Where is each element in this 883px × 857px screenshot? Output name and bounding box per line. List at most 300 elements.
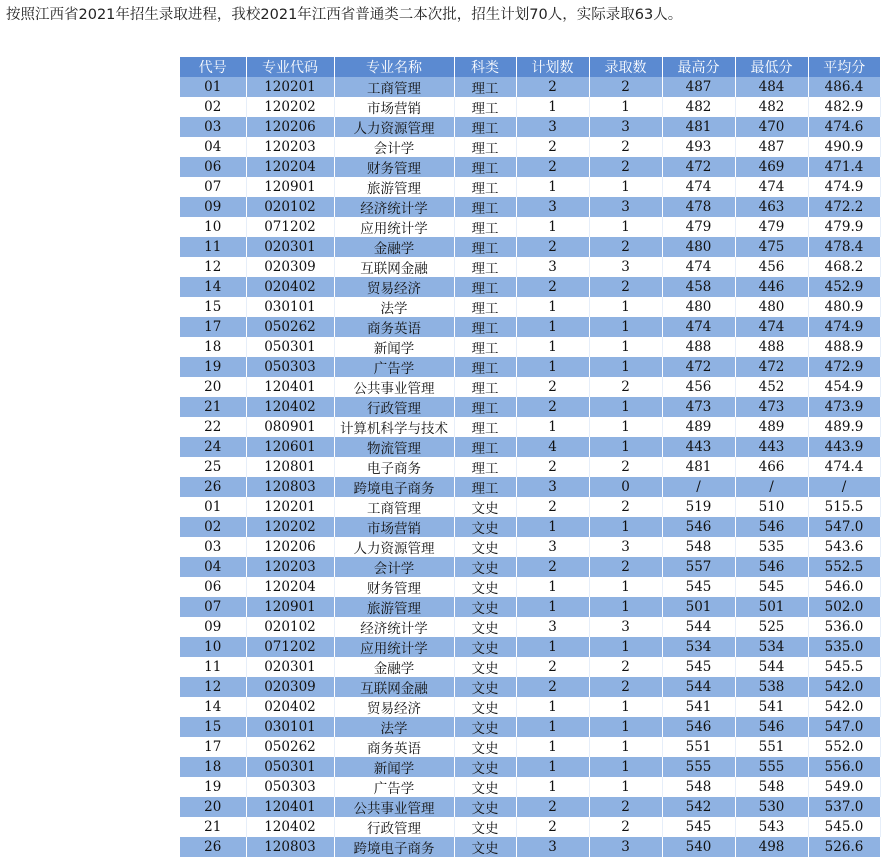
cell-plan: 1 xyxy=(516,297,589,317)
cell-plan: 3 xyxy=(516,617,589,637)
cell-major-name: 行政管理 xyxy=(334,397,454,417)
cell-category: 理工 xyxy=(454,257,516,277)
cell-avg-score: 479.9 xyxy=(808,217,880,237)
cell-max-score: 544 xyxy=(662,677,735,697)
cell-major-name: 金融学 xyxy=(334,657,454,677)
cell-admitted: 3 xyxy=(589,617,662,637)
cell-category: 文史 xyxy=(454,837,516,857)
cell-plan: 2 xyxy=(516,77,589,97)
cell-code: 10 xyxy=(180,637,246,657)
cell-avg-score: 443.9 xyxy=(808,437,880,457)
cell-category: 文史 xyxy=(454,777,516,797)
table-row xyxy=(180,717,880,737)
cell-category: 文史 xyxy=(454,597,516,617)
cell-max-score: 519 xyxy=(662,497,735,517)
cell-avg-score: 468.2 xyxy=(808,257,880,277)
table-row xyxy=(180,417,880,437)
cell-major-code: 020102 xyxy=(246,197,334,217)
cell-min-score: 543 xyxy=(735,817,808,837)
cell-avg-score: 549.0 xyxy=(808,777,880,797)
cell-plan: 1 xyxy=(516,357,589,377)
table-row xyxy=(180,437,880,457)
cell-max-score: 534 xyxy=(662,637,735,657)
cell-major-code: 120202 xyxy=(246,97,334,117)
cell-code: 06 xyxy=(180,577,246,597)
cell-admitted: 1 xyxy=(589,577,662,597)
cell-plan: 2 xyxy=(516,397,589,417)
cell-max-score: 481 xyxy=(662,117,735,137)
cell-code: 06 xyxy=(180,157,246,177)
cell-code: 09 xyxy=(180,617,246,637)
cell-admitted: 3 xyxy=(589,197,662,217)
cell-plan: 2 xyxy=(516,557,589,577)
cell-admitted: 2 xyxy=(589,77,662,97)
cell-category: 文史 xyxy=(454,717,516,737)
cell-major-code: 050303 xyxy=(246,357,334,377)
cell-code: 14 xyxy=(180,277,246,297)
cell-admitted: 3 xyxy=(589,837,662,857)
header-major-code: 专业代码 xyxy=(246,57,334,77)
table-row xyxy=(180,97,880,117)
table-row xyxy=(180,577,880,597)
cell-major-code: 071202 xyxy=(246,217,334,237)
cell-major-name: 工商管理 xyxy=(334,77,454,97)
table-row xyxy=(180,317,880,337)
cell-plan: 3 xyxy=(516,477,589,497)
cell-code: 22 xyxy=(180,417,246,437)
cell-category: 理工 xyxy=(454,357,516,377)
cell-major-name: 旅游管理 xyxy=(334,177,454,197)
cell-major-code: 120202 xyxy=(246,517,334,537)
cell-category: 理工 xyxy=(454,417,516,437)
header-avg-score: 平均分 xyxy=(808,57,880,77)
cell-avg-score: 488.9 xyxy=(808,337,880,357)
cell-admitted: 1 xyxy=(589,417,662,437)
cell-code: 09 xyxy=(180,197,246,217)
cell-major-name: 公共事业管理 xyxy=(334,797,454,817)
cell-major-name: 财务管理 xyxy=(334,577,454,597)
cell-plan: 2 xyxy=(516,457,589,477)
cell-admitted: 2 xyxy=(589,817,662,837)
cell-plan: 1 xyxy=(516,757,589,777)
cell-min-score: 535 xyxy=(735,537,808,557)
cell-plan: 1 xyxy=(516,217,589,237)
cell-avg-score: 502.0 xyxy=(808,597,880,617)
cell-code: 01 xyxy=(180,77,246,97)
cell-major-code: 071202 xyxy=(246,637,334,657)
cell-min-score: 443 xyxy=(735,437,808,457)
cell-code: 03 xyxy=(180,117,246,137)
cell-major-name: 人力资源管理 xyxy=(334,117,454,137)
cell-max-score: 473 xyxy=(662,397,735,417)
cell-avg-score: 547.0 xyxy=(808,717,880,737)
cell-max-score: 458 xyxy=(662,277,735,297)
table-row xyxy=(180,457,880,477)
cell-min-score: 463 xyxy=(735,197,808,217)
cell-min-score: 541 xyxy=(735,697,808,717)
cell-admitted: 1 xyxy=(589,337,662,357)
cell-major-name: 计算机科学与技术 xyxy=(334,417,454,437)
cell-code: 04 xyxy=(180,557,246,577)
cell-admitted: 2 xyxy=(589,557,662,577)
cell-category: 理工 xyxy=(454,237,516,257)
cell-major-name: 行政管理 xyxy=(334,817,454,837)
table-row xyxy=(180,517,880,537)
table-row xyxy=(180,177,880,197)
cell-plan: 2 xyxy=(516,137,589,157)
cell-plan: 2 xyxy=(516,277,589,297)
cell-code: 21 xyxy=(180,817,246,837)
table-body xyxy=(180,77,880,857)
cell-category: 理工 xyxy=(454,157,516,177)
cell-plan: 2 xyxy=(516,817,589,837)
cell-code: 01 xyxy=(180,497,246,517)
cell-major-name: 法学 xyxy=(334,717,454,737)
cell-avg-score: 471.4 xyxy=(808,157,880,177)
cell-plan: 3 xyxy=(516,537,589,557)
cell-category: 理工 xyxy=(454,97,516,117)
cell-category: 理工 xyxy=(454,197,516,217)
table-row xyxy=(180,397,880,417)
cell-major-code: 120401 xyxy=(246,377,334,397)
cell-major-name: 市场营销 xyxy=(334,97,454,117)
cell-max-score: 544 xyxy=(662,617,735,637)
cell-admitted: 2 xyxy=(589,657,662,677)
table-row xyxy=(180,777,880,797)
cell-plan: 1 xyxy=(516,777,589,797)
cell-avg-score: 490.9 xyxy=(808,137,880,157)
cell-major-name: 会计学 xyxy=(334,557,454,577)
table-row xyxy=(180,757,880,777)
cell-min-score: 480 xyxy=(735,297,808,317)
cell-max-score: 548 xyxy=(662,777,735,797)
cell-avg-score: 542.0 xyxy=(808,677,880,697)
cell-min-score: 489 xyxy=(735,417,808,437)
cell-min-score: 546 xyxy=(735,557,808,577)
cell-major-code: 050301 xyxy=(246,337,334,357)
table-row xyxy=(180,617,880,637)
cell-major-code: 120901 xyxy=(246,177,334,197)
cell-code: 15 xyxy=(180,717,246,737)
table-row xyxy=(180,377,880,397)
cell-avg-score: 480.9 xyxy=(808,297,880,317)
table-row xyxy=(180,117,880,137)
cell-code: 20 xyxy=(180,377,246,397)
cell-plan: 1 xyxy=(516,597,589,617)
header-plan: 计划数 xyxy=(516,57,589,77)
cell-avg-score: 535.0 xyxy=(808,637,880,657)
cell-min-score: 488 xyxy=(735,337,808,357)
cell-major-name: 互联网金融 xyxy=(334,257,454,277)
cell-avg-score: 472.9 xyxy=(808,357,880,377)
cell-category: 理工 xyxy=(454,317,516,337)
cell-major-code: 020309 xyxy=(246,257,334,277)
cell-major-name: 经济统计学 xyxy=(334,617,454,637)
cell-max-score: 472 xyxy=(662,157,735,177)
table-row xyxy=(180,357,880,377)
cell-major-code: 120601 xyxy=(246,437,334,457)
table-row xyxy=(180,837,880,857)
cell-admitted: 3 xyxy=(589,257,662,277)
cell-code: 21 xyxy=(180,397,246,417)
cell-major-code: 120901 xyxy=(246,597,334,617)
cell-major-code: 020402 xyxy=(246,697,334,717)
cell-major-code: 030101 xyxy=(246,297,334,317)
cell-max-score: / xyxy=(662,477,735,497)
cell-major-code: 050262 xyxy=(246,737,334,757)
cell-admitted: 1 xyxy=(589,777,662,797)
cell-plan: 1 xyxy=(516,637,589,657)
cell-max-score: 493 xyxy=(662,137,735,157)
cell-major-code: 120204 xyxy=(246,577,334,597)
cell-min-score: 446 xyxy=(735,277,808,297)
cell-max-score: 488 xyxy=(662,337,735,357)
cell-major-code: 020402 xyxy=(246,277,334,297)
cell-min-score: 538 xyxy=(735,677,808,697)
cell-max-score: 478 xyxy=(662,197,735,217)
intro-text: 按照江西省2021年招生录取进程，我校2021年江西省普通类二本次批，招生计划70人，实际录取63人。 xyxy=(6,7,683,23)
cell-major-code: 030101 xyxy=(246,717,334,737)
cell-major-name: 经济统计学 xyxy=(334,197,454,217)
cell-admitted: 3 xyxy=(589,537,662,557)
cell-max-score: 545 xyxy=(662,577,735,597)
cell-avg-score: 486.4 xyxy=(808,77,880,97)
cell-admitted: 1 xyxy=(589,597,662,617)
cell-category: 理工 xyxy=(454,297,516,317)
admission-table xyxy=(180,57,881,857)
cell-plan: 2 xyxy=(516,797,589,817)
cell-max-score: 540 xyxy=(662,837,735,857)
cell-category: 文史 xyxy=(454,737,516,757)
cell-category: 文史 xyxy=(454,497,516,517)
cell-category: 理工 xyxy=(454,217,516,237)
cell-avg-score: 489.9 xyxy=(808,417,880,437)
cell-major-name: 商务英语 xyxy=(334,317,454,337)
table-row xyxy=(180,697,880,717)
cell-major-name: 人力资源管理 xyxy=(334,537,454,557)
cell-min-score: 479 xyxy=(735,217,808,237)
cell-avg-score: 515.5 xyxy=(808,497,880,517)
cell-admitted: 1 xyxy=(589,177,662,197)
cell-admitted: 1 xyxy=(589,397,662,417)
cell-code: 18 xyxy=(180,337,246,357)
cell-major-name: 工商管理 xyxy=(334,497,454,517)
cell-max-score: 474 xyxy=(662,317,735,337)
cell-category: 理工 xyxy=(454,277,516,297)
cell-major-code: 120204 xyxy=(246,157,334,177)
cell-max-score: 555 xyxy=(662,757,735,777)
header-row xyxy=(180,57,880,77)
table-row xyxy=(180,157,880,177)
table-row xyxy=(180,257,880,277)
cell-avg-score: 545.0 xyxy=(808,817,880,837)
cell-admitted: 1 xyxy=(589,697,662,717)
table-row xyxy=(180,657,880,677)
cell-major-name: 金融学 xyxy=(334,237,454,257)
cell-avg-score: 526.6 xyxy=(808,837,880,857)
cell-min-score: 498 xyxy=(735,837,808,857)
cell-major-name: 互联网金融 xyxy=(334,677,454,697)
cell-major-name: 应用统计学 xyxy=(334,217,454,237)
cell-plan: 1 xyxy=(516,717,589,737)
cell-category: 理工 xyxy=(454,117,516,137)
header-category: 科类 xyxy=(454,57,516,77)
cell-major-name: 广告学 xyxy=(334,357,454,377)
cell-major-code: 120201 xyxy=(246,77,334,97)
cell-major-code: 020301 xyxy=(246,657,334,677)
cell-category: 理工 xyxy=(454,377,516,397)
cell-major-code: 050303 xyxy=(246,777,334,797)
cell-major-name: 物流管理 xyxy=(334,437,454,457)
cell-avg-score: 474.6 xyxy=(808,117,880,137)
cell-avg-score: 545.5 xyxy=(808,657,880,677)
cell-min-score: 525 xyxy=(735,617,808,637)
cell-admitted: 2 xyxy=(589,137,662,157)
cell-min-score: 469 xyxy=(735,157,808,177)
cell-category: 文史 xyxy=(454,557,516,577)
table-row xyxy=(180,77,880,97)
cell-code: 19 xyxy=(180,357,246,377)
cell-major-code: 120402 xyxy=(246,397,334,417)
table-row xyxy=(180,477,880,497)
cell-max-score: 489 xyxy=(662,417,735,437)
cell-admitted: 1 xyxy=(589,737,662,757)
cell-max-score: 487 xyxy=(662,77,735,97)
cell-major-code: 050301 xyxy=(246,757,334,777)
cell-min-score: 474 xyxy=(735,317,808,337)
cell-major-name: 旅游管理 xyxy=(334,597,454,617)
cell-major-name: 应用统计学 xyxy=(334,637,454,657)
cell-major-name: 公共事业管理 xyxy=(334,377,454,397)
cell-major-name: 贸易经济 xyxy=(334,277,454,297)
cell-category: 文史 xyxy=(454,637,516,657)
header-major-name: 专业名称 xyxy=(334,57,454,77)
table-row xyxy=(180,217,880,237)
table-row xyxy=(180,677,880,697)
cell-plan: 1 xyxy=(516,97,589,117)
cell-plan: 1 xyxy=(516,737,589,757)
cell-major-code: 120203 xyxy=(246,557,334,577)
cell-admitted: 1 xyxy=(589,297,662,317)
cell-plan: 2 xyxy=(516,657,589,677)
cell-avg-score: 454.9 xyxy=(808,377,880,397)
cell-admitted: 1 xyxy=(589,97,662,117)
table-row xyxy=(180,297,880,317)
cell-code: 20 xyxy=(180,797,246,817)
cell-category: 文史 xyxy=(454,657,516,677)
cell-category: 文史 xyxy=(454,797,516,817)
cell-code: 07 xyxy=(180,597,246,617)
cell-max-score: 548 xyxy=(662,537,735,557)
cell-min-score: 452 xyxy=(735,377,808,397)
cell-code: 10 xyxy=(180,217,246,237)
header-admitted: 录取数 xyxy=(589,57,662,77)
cell-avg-score: 472.2 xyxy=(808,197,880,217)
cell-avg-score: 478.4 xyxy=(808,237,880,257)
table-row xyxy=(180,537,880,557)
cell-max-score: 501 xyxy=(662,597,735,617)
cell-min-score: 545 xyxy=(735,577,808,597)
cell-avg-score: 452.9 xyxy=(808,277,880,297)
cell-major-code: 120201 xyxy=(246,497,334,517)
cell-code: 15 xyxy=(180,297,246,317)
cell-min-score: 470 xyxy=(735,117,808,137)
cell-avg-score: 552.5 xyxy=(808,557,880,577)
table-row xyxy=(180,237,880,257)
cell-min-score: 544 xyxy=(735,657,808,677)
cell-max-score: 480 xyxy=(662,297,735,317)
cell-min-score: 548 xyxy=(735,777,808,797)
cell-admitted: 1 xyxy=(589,717,662,737)
cell-major-code: 020309 xyxy=(246,677,334,697)
cell-major-name: 贸易经济 xyxy=(334,697,454,717)
cell-plan: 3 xyxy=(516,837,589,857)
cell-major-code: 120206 xyxy=(246,117,334,137)
cell-avg-score: 474.9 xyxy=(808,177,880,197)
cell-category: 文史 xyxy=(454,577,516,597)
cell-admitted: 2 xyxy=(589,457,662,477)
cell-major-name: 广告学 xyxy=(334,777,454,797)
cell-max-score: 482 xyxy=(662,97,735,117)
cell-category: 理工 xyxy=(454,437,516,457)
cell-category: 理工 xyxy=(454,477,516,497)
cell-max-score: 546 xyxy=(662,517,735,537)
cell-plan: 3 xyxy=(516,117,589,137)
cell-avg-score: 536.0 xyxy=(808,617,880,637)
cell-min-score: 555 xyxy=(735,757,808,777)
cell-major-code: 120206 xyxy=(246,537,334,557)
table-row xyxy=(180,737,880,757)
cell-min-score: 475 xyxy=(735,237,808,257)
cell-major-name: 会计学 xyxy=(334,137,454,157)
table-row xyxy=(180,817,880,837)
cell-avg-score: 542.0 xyxy=(808,697,880,717)
cell-major-code: 020102 xyxy=(246,617,334,637)
cell-code: 11 xyxy=(180,657,246,677)
cell-min-score: 501 xyxy=(735,597,808,617)
cell-admitted: 3 xyxy=(589,117,662,137)
cell-major-name: 电子商务 xyxy=(334,457,454,477)
cell-max-score: 551 xyxy=(662,737,735,757)
cell-min-score: 551 xyxy=(735,737,808,757)
cell-code: 24 xyxy=(180,437,246,457)
cell-major-name: 跨境电子商务 xyxy=(334,837,454,857)
table-row xyxy=(180,277,880,297)
cell-major-code: 050262 xyxy=(246,317,334,337)
cell-admitted: 1 xyxy=(589,437,662,457)
cell-min-score: 510 xyxy=(735,497,808,517)
cell-category: 理工 xyxy=(454,397,516,417)
cell-plan: 2 xyxy=(516,377,589,397)
cell-category: 文史 xyxy=(454,617,516,637)
cell-avg-score: / xyxy=(808,477,880,497)
cell-min-score: 484 xyxy=(735,77,808,97)
cell-max-score: 545 xyxy=(662,657,735,677)
cell-code: 14 xyxy=(180,697,246,717)
cell-plan: 3 xyxy=(516,197,589,217)
cell-plan: 2 xyxy=(516,677,589,697)
cell-major-name: 商务英语 xyxy=(334,737,454,757)
table-row xyxy=(180,197,880,217)
cell-max-score: 481 xyxy=(662,457,735,477)
cell-max-score: 474 xyxy=(662,257,735,277)
cell-category: 文史 xyxy=(454,817,516,837)
cell-avg-score: 474.4 xyxy=(808,457,880,477)
cell-admitted: 0 xyxy=(589,477,662,497)
cell-plan: 1 xyxy=(516,697,589,717)
cell-admitted: 2 xyxy=(589,157,662,177)
header-max-score: 最高分 xyxy=(662,57,735,77)
